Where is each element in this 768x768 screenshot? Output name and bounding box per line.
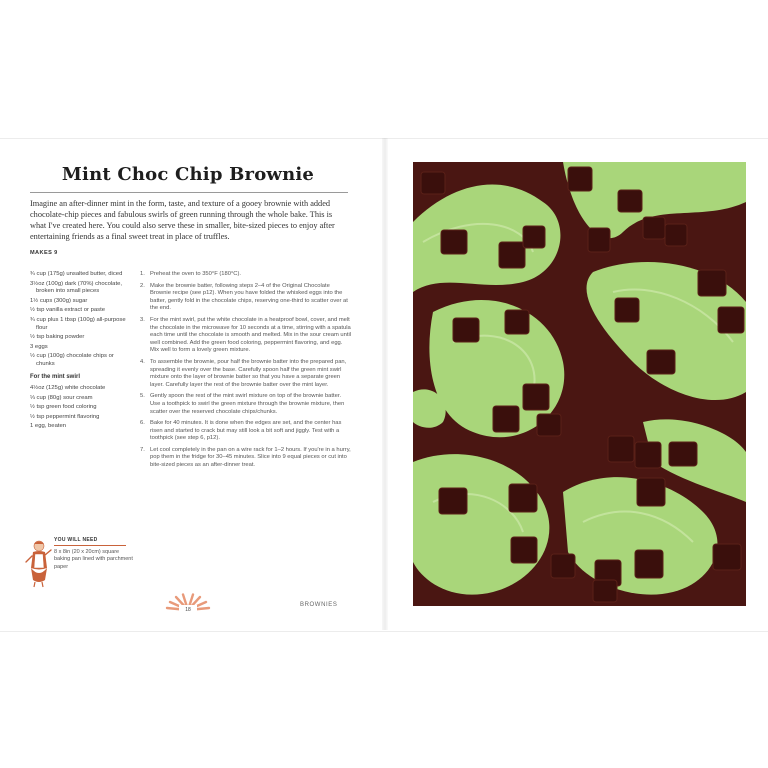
section-label: BROWNIES (300, 602, 338, 608)
step-number: 4. (140, 358, 145, 365)
ingredient-item: ½ tsp vanilla extract or paste (30, 307, 105, 314)
swirl-ingredient-item: ½ tsp green food coloring (30, 404, 97, 411)
title-divider (30, 192, 348, 193)
baker-illustration (23, 538, 53, 588)
step-text: To assemble the brownie, pour half the brownie batter into the prepared pan, spreading it evenly over the base. Carefully spoon half the green mint swirl mixture onto the layer of brownie batter so that you have a separate green layer. Carefully layer the rest of the brownie batter over the mint layer. (150, 358, 347, 388)
swirl-ingredient-item: ⅓ cup (80g) sour cream (30, 394, 93, 401)
swirl-heading: For the mint swirl (30, 374, 81, 381)
ingredient-item: ½ cup (100g) chocolate chips or chunks (30, 353, 114, 368)
ingredient-item: ¾ cup (175g) unsalted butter, diced (30, 271, 123, 277)
page-number: 18 (185, 607, 191, 613)
method-step (140, 393, 352, 416)
step-text: Make the brownie batter, following steps 2–4 of the Original Chocolate Brownie recipe (see p12). When you have folded the whisked eggs into the batter, gently fold in the chocolate chips, reserving one-third to scatter over at the end. (150, 282, 348, 312)
brownie-photo (413, 162, 746, 606)
step-number: 7. (140, 446, 145, 453)
step-text: Preheat the oven to 350°F (180°C). (150, 271, 241, 277)
method-step (140, 317, 352, 355)
you-will-need-text: 8 x 8in (20 x 20cm) square baking pan lined with parchment paper (54, 549, 133, 570)
method-step (140, 420, 352, 443)
method-step (140, 359, 352, 389)
recipe-yield: MAKES 9 (30, 250, 58, 256)
recipe-title: Mint Choc Chip Brownie (61, 164, 315, 185)
method-steps (140, 271, 352, 474)
you-will-need-title: YOU WILL NEED (54, 537, 98, 543)
step-number: 5. (140, 393, 145, 400)
you-will-need-divider (54, 545, 126, 546)
ingredient-item: 3½oz (100g) dark (70%) chocolate, broken into small pieces (30, 280, 123, 295)
step-text: Gently spoon the rest of the mint swirl mixture on top of the brownie batter. Use a toothpick to swirl the green mixture through the brownie mixture, then scatter over the reserved chocolate chips/chunks. (150, 393, 345, 415)
step-text: Bake for 40 minutes. It is done when the edges are set, and the center has risen and started to crack but may still look a bit soft and jiggly. Test with a toothpick (see step 6, p12). (150, 420, 342, 442)
method-step (140, 271, 352, 279)
ingredient-item: ½ tsp baking powder (30, 334, 85, 341)
recipe-intro: Imagine an after-dinner mint in the form, taste, and texture of a gooey brownie with added chocolate-chip pieces and fabulous swirls of green running through the whole bake. This is what I've created here. You could also serve these in smaller, bite-sized pieces to enjoy after entertaining friends as a final sweet treat in place of truffles. (30, 199, 335, 241)
swirl-ingredient-item: 1 egg, beaten (30, 423, 67, 430)
step-number: 2. (140, 282, 145, 289)
ingredient-item: 1½ cups (300g) sugar (30, 297, 88, 304)
step-number: 6. (140, 420, 145, 427)
method-step (140, 283, 352, 313)
ingredient-list (30, 271, 130, 433)
step-text: Let cool completely in the pan on a wire rack for 1–2 hours. If you're in a hurry, pop them in the fridge for 30–45 minutes. Slice into 9 equal pieces or cut into bite-sized pieces as an after-dinner treat. (150, 446, 351, 469)
step-number: 1. (140, 271, 145, 277)
swirl-ingredient-item: ½ tsp peppermint flavoring (30, 413, 100, 420)
swirl-ingredient-item: 4½oz (125g) white chocolate (30, 385, 106, 392)
ingredient-item: ¾ cup plus 1 tbsp (100g) all-purpose flour (30, 316, 126, 331)
book-gutter (382, 138, 388, 630)
method-step (140, 447, 352, 470)
step-text: For the mint swirl, put the white chocolate in a heatproof bowl, cover, and melt the chocolate in the microwave for 10 seconds at a time, stirring with a spatula each time until the chocolate is smooth and melted. Mix in the sour cream until well combined. Add the green food coloring, peppermint flavoring, and egg. Mix well to form a lovely green mixture. (150, 316, 352, 354)
ingredient-item: 3 eggs (30, 343, 48, 350)
step-number: 3. (140, 316, 145, 323)
